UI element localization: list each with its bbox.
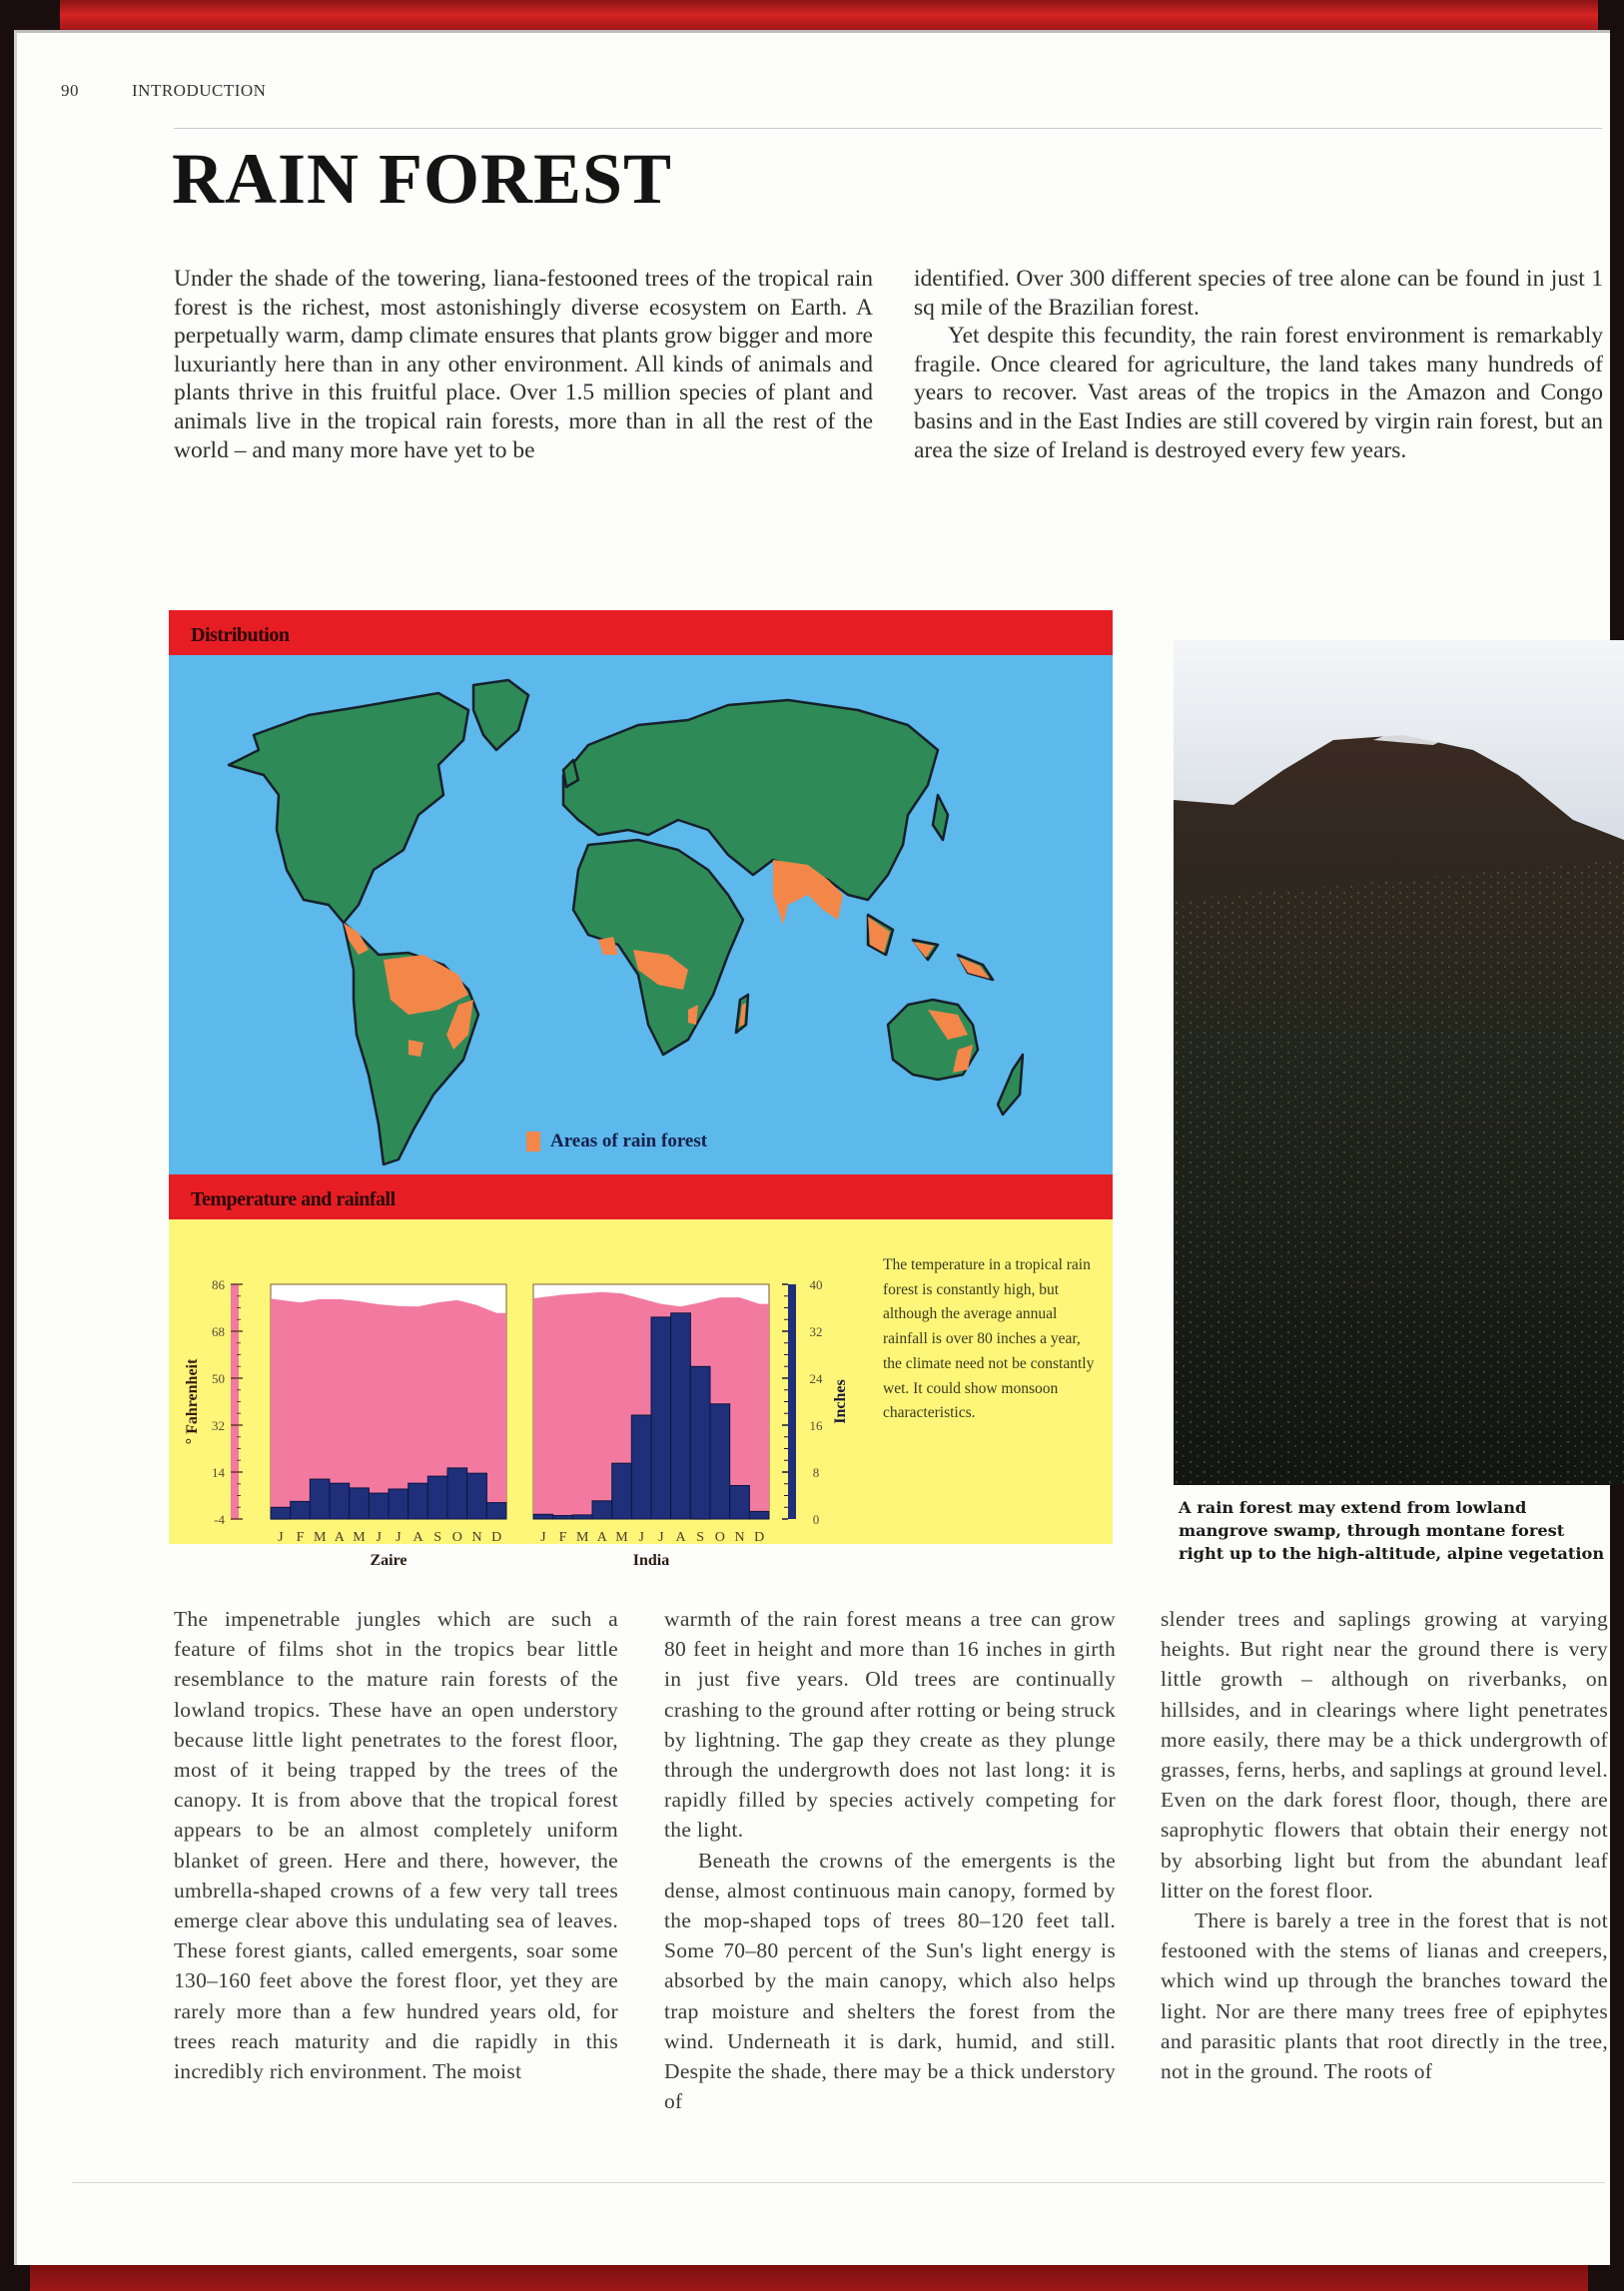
chart-title-zaire: Zaire xyxy=(370,1552,407,1569)
month-label: M xyxy=(615,1530,628,1545)
continent-africa xyxy=(573,840,743,1055)
month-label: N xyxy=(471,1530,482,1545)
month-label: F xyxy=(558,1530,567,1545)
mountain-rain-forest-photo xyxy=(1174,640,1624,1485)
page-number: 90 xyxy=(61,81,79,100)
body-column-3 xyxy=(1161,1604,1608,2086)
month-label: M xyxy=(353,1530,366,1545)
temperature-tick-label: 68 xyxy=(212,1324,225,1339)
header-rule xyxy=(174,128,1602,129)
month-label: J xyxy=(376,1530,382,1545)
month-label: A xyxy=(596,1530,607,1545)
rainfall-tick-label: 24 xyxy=(809,1371,823,1386)
intro-column-1 xyxy=(174,265,873,464)
month-label: O xyxy=(714,1530,725,1545)
month-label: A xyxy=(412,1530,423,1545)
world-map-graphic xyxy=(169,655,1113,1174)
body-paragraph: slender trees and saplings growing at varying heights. But right near the ground there is very little growth – although on riverbanks, on hillsides, and in clearings where light penetrates more easily, there may be a thick undergrowth of grasses, ferns, herbs, and saplings at ground level. Even on the dark forest floor, though, there are saprophytic flowers that obtain their energy not by absorbing light but from the abundant leaf litter on the forest floor. xyxy=(1161,1607,1608,1903)
rainfall-bar xyxy=(749,1511,769,1519)
month-label: J xyxy=(396,1530,402,1545)
body-column-1 xyxy=(174,1604,618,2086)
month-label: A xyxy=(675,1530,686,1545)
month-label: J xyxy=(658,1530,664,1545)
climate-panel xyxy=(169,1219,1113,1569)
continent-north-america xyxy=(229,693,468,923)
rainfall-bar xyxy=(369,1493,389,1519)
island-japan xyxy=(933,795,948,840)
rainfall-bar xyxy=(612,1463,632,1519)
rainfall-bar xyxy=(533,1514,553,1519)
rainfall-bar xyxy=(427,1476,447,1519)
body-column-2 xyxy=(664,1604,1116,2116)
month-label: J xyxy=(638,1530,644,1545)
distribution-and-climate-figure xyxy=(169,610,1113,1569)
rainfall-bar xyxy=(271,1507,291,1519)
rainfall-tick-label: 16 xyxy=(809,1418,823,1433)
temperature-tick-label: 86 xyxy=(212,1277,225,1292)
body-paragraph: Beneath the crowns of the emergents is the dense, almost continuous main canopy, formed by the mop-shaped tops of trees 80–120 feet tall. Some 70–80 percent of the Sun's light energy is absorbed by the main canopy, which also helps trap moisture and shelters the forest from the wind. Underneath it is dark, humid, and still. Despite the shade, there may be a thick understory of xyxy=(664,1848,1116,2114)
month-label: J xyxy=(278,1530,284,1545)
body-paragraph: There is barely a tree in the forest that is not festooned with the stems of lianas and creepers, which wind up through the branches toward the light. Nor are there many trees free of epiphytes and parasitic plants that root directly in the tree, not in the ground. The roots of xyxy=(1161,1909,1608,2084)
legend-label: Areas of rain forest xyxy=(550,1131,708,1151)
temperature-tick-label: 32 xyxy=(212,1418,225,1433)
month-label: D xyxy=(491,1530,502,1545)
intro-paragraph: Under the shade of the towering, liana-festooned trees of the tropical rain forest is the richest, most astonishingly diverse ecosystem on Earth. A perpetually warm, damp climate ensures that plants grow bigger and more luxuriantly here than in any other environment. All kinds of animals and plants thrive in this fruitful place. Over 1.5 million species of plant and animals live in the tropical rain forests, more than in all the rest of the world – and many more have yet to be xyxy=(174,266,873,463)
page-title: RAIN FOREST xyxy=(172,139,673,219)
rainfall-tick-label: 40 xyxy=(809,1277,823,1292)
distribution-header xyxy=(169,610,1113,655)
rainfall-tick-label: 32 xyxy=(809,1324,823,1339)
book-cover-top-edge xyxy=(60,0,1598,30)
rainfall-axis-bar xyxy=(788,1284,796,1519)
section-name: INTRODUCTION xyxy=(132,81,267,100)
rainfall-bar xyxy=(671,1313,691,1519)
intro-column-2 xyxy=(914,265,1603,464)
month-label: D xyxy=(754,1530,765,1545)
photo-graphic xyxy=(1174,640,1624,1485)
rainfall-bar xyxy=(553,1516,573,1520)
rain-forest-swatch xyxy=(526,1132,540,1151)
footer-rule xyxy=(72,2182,1605,2183)
body-paragraph: warmth of the rain forest means a tree can grow 80 feet in height and more than 16 inches in girth in just five years. Old trees are continually crashing to the ground after rotting or being struck by lightning. The gap they create as they plunge through the undergrowth does not last long: it is rapidly filled by species actively competing for the light. xyxy=(664,1607,1116,1843)
temperature-tick-label: 14 xyxy=(212,1465,225,1480)
rainfall-bar xyxy=(350,1488,370,1519)
month-label: M xyxy=(575,1530,589,1545)
rainfall-bar xyxy=(408,1483,428,1519)
rainfall-bar xyxy=(389,1489,408,1519)
temperature-axis-label: ° Fahrenheit xyxy=(184,1358,201,1445)
rainfall-bar xyxy=(651,1317,671,1519)
intro-paragraph: identified. Over 300 different species of tree alone can be found in just 1 sq mile of the Brazilian forest. xyxy=(914,266,1603,321)
book-page xyxy=(14,30,1610,2265)
rainfall-bar xyxy=(310,1479,330,1519)
rainfall-bar xyxy=(592,1501,612,1519)
month-label: N xyxy=(734,1530,745,1545)
month-label: J xyxy=(540,1530,546,1545)
chart-title-india: India xyxy=(632,1552,670,1569)
month-label: S xyxy=(433,1530,442,1545)
book-cover-bottom-edge xyxy=(30,2262,1588,2291)
continent-greenland xyxy=(473,680,528,750)
rainfall-bar xyxy=(631,1415,651,1519)
month-label: S xyxy=(696,1530,705,1545)
rainfall-bar xyxy=(690,1366,710,1519)
temperature-tick-label: 50 xyxy=(212,1371,225,1386)
rainfall-bar xyxy=(447,1468,467,1519)
world-map xyxy=(169,655,1113,1174)
rainfall-tick-label: 0 xyxy=(812,1512,820,1527)
distribution-title: Distribution xyxy=(191,624,290,646)
rainfall-bar xyxy=(330,1483,350,1519)
rainfall-axis-label: Inches xyxy=(832,1379,849,1424)
body-paragraph: The impenetrable jungles which are such a feature of films shot in the tropics bear little resemblance to the mature rain forests of the lowland tropics. These have an open understory because little light penetrates to the forest floor, most of it being trapped by the trees of the canopy. It is from above that the tropical forest appears to be an almost completely uniform blanket of green. Here and there, however, the umbrella-shaped crowns of a few very tall trees emerge clear above this undulating sea of leaves. These forest giants, called emergents, soar some 130–160 feet above the forest floor, yet they are rarely more than a few hundred years old, for trees reach maturity and die rapidly in this incredibly rich environment. The moist xyxy=(174,1607,618,2084)
island-new-zealand xyxy=(998,1055,1023,1115)
month-label: A xyxy=(334,1530,345,1545)
rainfall-bar xyxy=(486,1503,506,1519)
climate-note: The temperature in a tropical rain forest is constantly high, but although the average annual rainfall is over 80 inches a year, the climate need not be constantly wet. It could show monsoon characteristics. xyxy=(883,1256,1095,1422)
rainfall-bar xyxy=(291,1501,311,1519)
rainfall-bar xyxy=(710,1404,730,1519)
running-head xyxy=(61,81,266,101)
month-label: M xyxy=(313,1530,327,1545)
intro-paragraph: Yet despite this fecundity, the rain forest environment is remarkably fragile. Once cleared for agriculture, the land takes many hundreds of years to recover. Vast areas of the tropics in the Amazon and Congo basins and in the East Indies are still covered by virgin rain forest, but an area the size of Ireland is destroyed every few years. xyxy=(914,323,1603,463)
photo-caption: A rain forest may extend from lowland mangrove swamp, through montane forest right up to the high-altitude, alpine vegetation xyxy=(1179,1498,1605,1563)
temperature-tick-label: -4 xyxy=(214,1512,225,1527)
climate-title: Temperature and rainfall xyxy=(191,1188,396,1210)
rainfall-bar xyxy=(572,1515,592,1519)
climate-header xyxy=(169,1174,1113,1219)
map-legend xyxy=(526,1131,707,1152)
rainfall-bar xyxy=(730,1486,750,1520)
rainfall-tick-label: 8 xyxy=(812,1465,820,1480)
month-label: F xyxy=(296,1530,305,1545)
rainfall-bar xyxy=(467,1473,487,1519)
month-label: O xyxy=(451,1530,462,1545)
